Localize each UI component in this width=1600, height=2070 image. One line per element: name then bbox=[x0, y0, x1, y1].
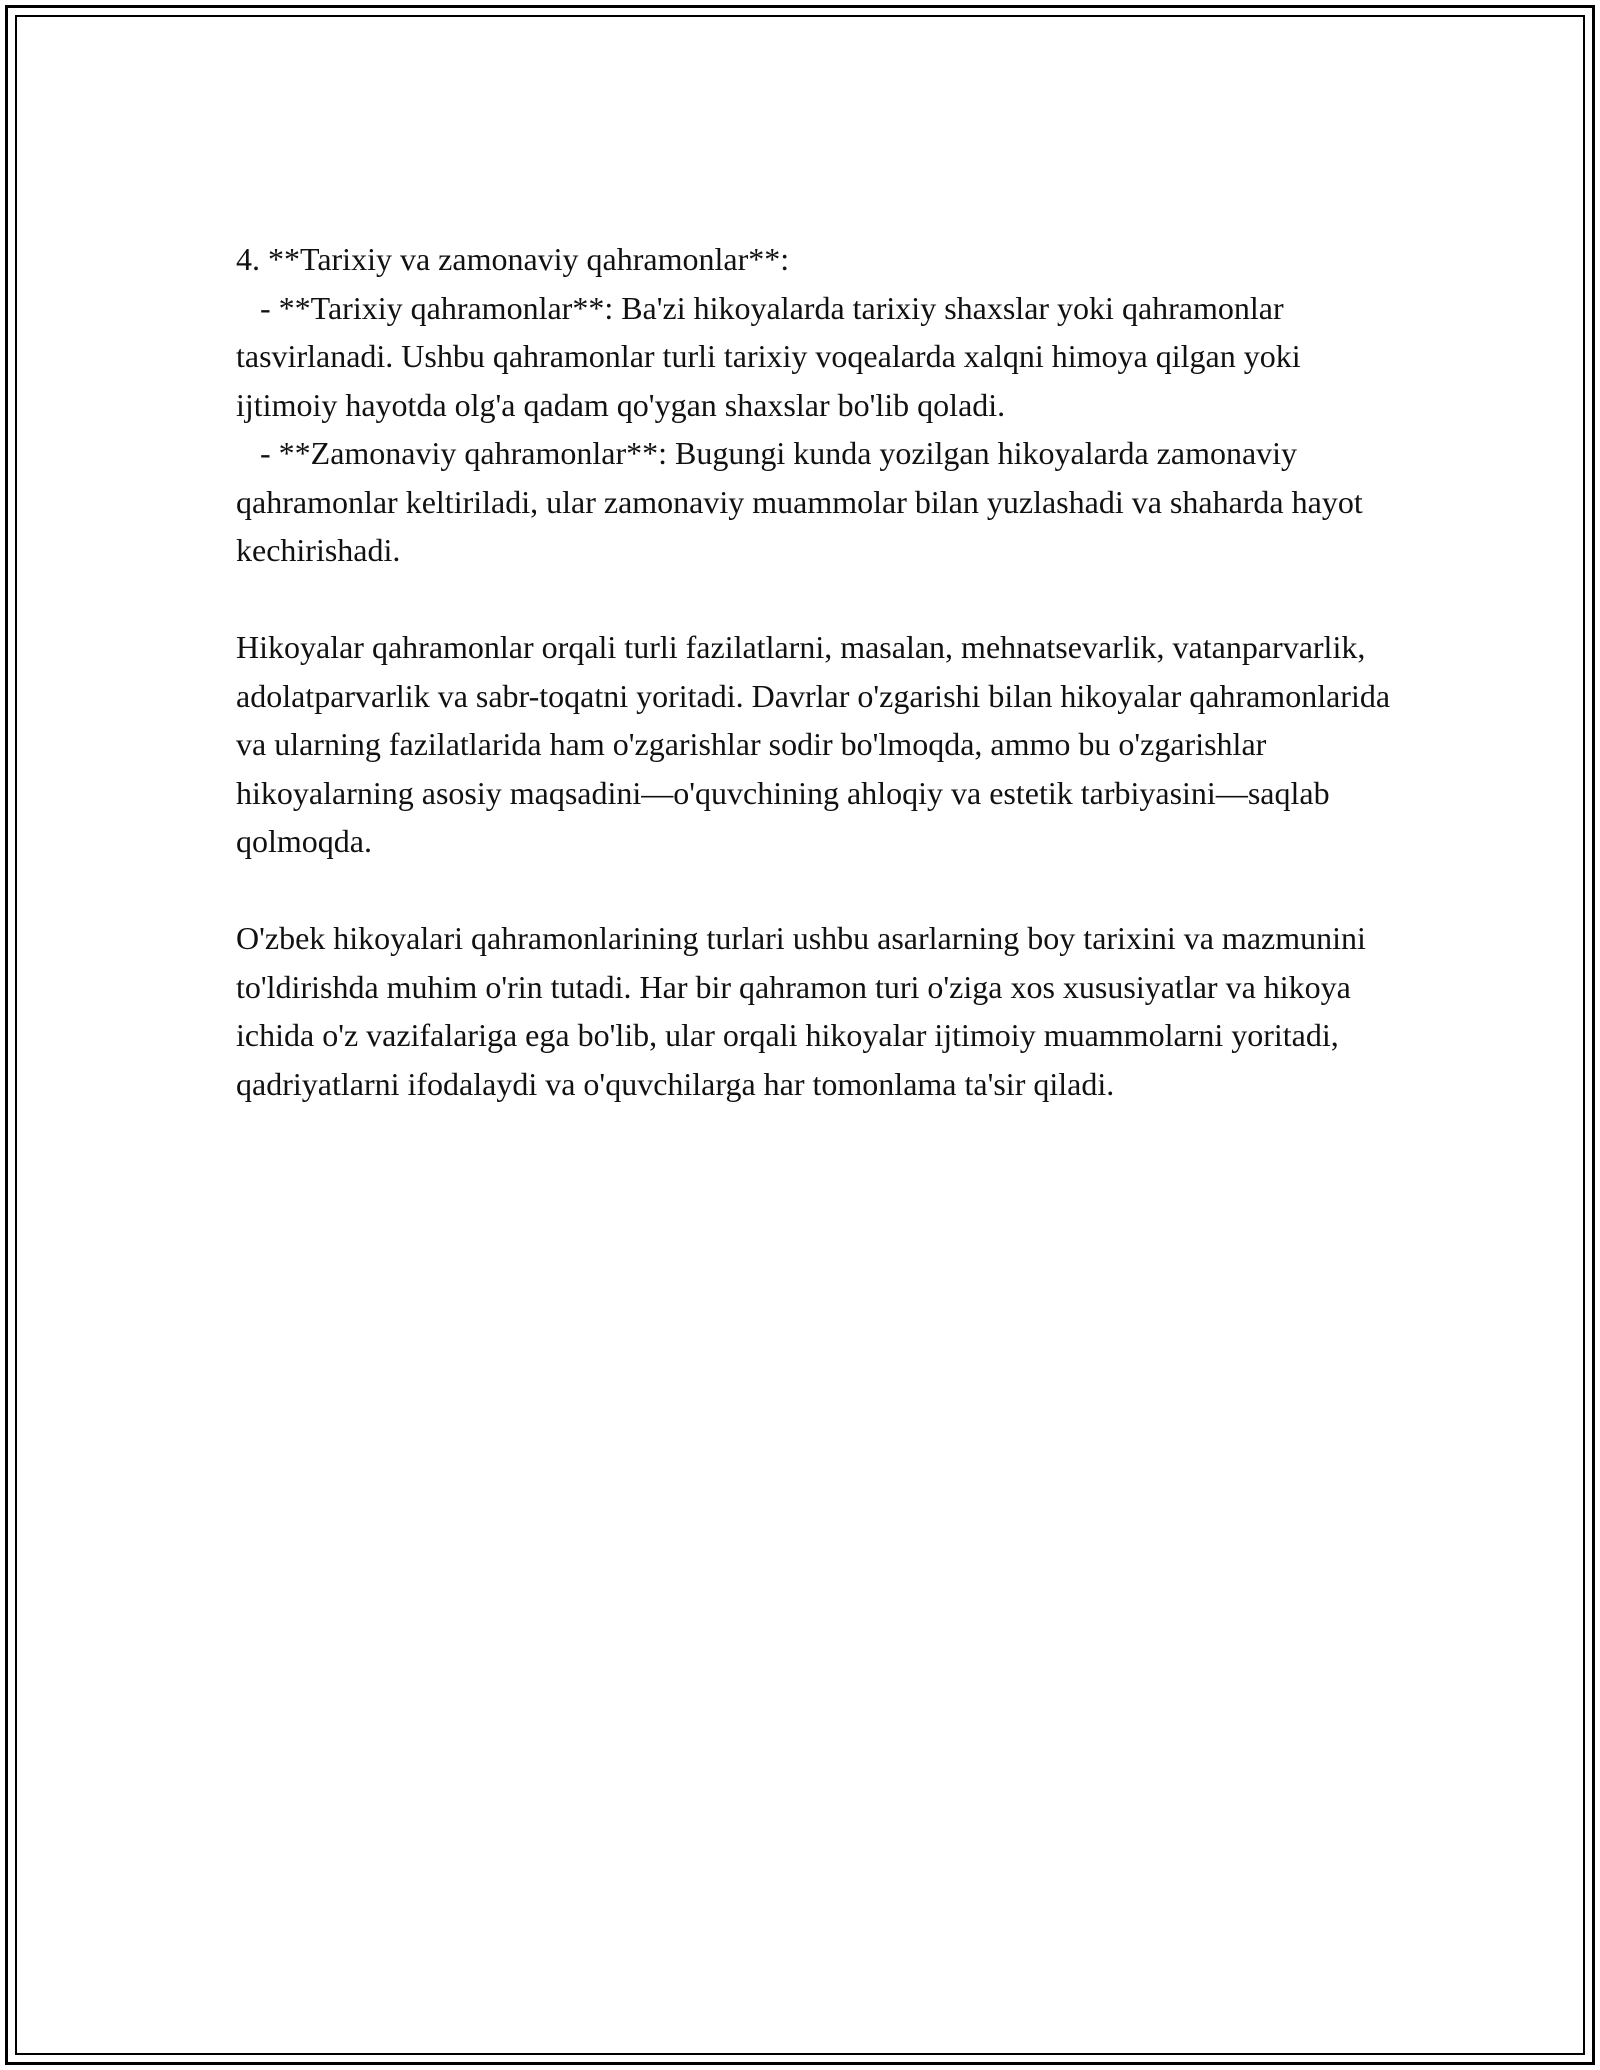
bullet-historical-heroes: - **Tarixiy qahramonlar**: Ba'zi hikoyalarda tarixiy shaxslar yoki qahramonlar tasvirlanadi. Ushbu qahramonlar turli tarixiy voqealarda xalqni himoya qilgan yoki ijtimoiy hayotda olg'a qadam qo'ygan shaxslar bo'lib qoladi. bbox=[236, 289, 1309, 423]
bullet-modern-heroes: - **Zamonaviy qahramonlar**: Bugungi kunda yozilgan hikoyalarda zamonaviy qahramonlar keltiriladi, ular zamonaviy muammolar bilan yuzlashadi va shaharda hayot kechirishadi. bbox=[236, 435, 1371, 568]
section-heading: 4. **Tarixiy va zamonaviy qahramonlar**: bbox=[236, 241, 790, 277]
document-body bbox=[236, 235, 1399, 1108]
paragraph-conclusion: O'zbek hikoyalari qahramonlarining turlari ushbu asarlarning boy tarixini va mazmunini to'ldirishda muhim o'rin tutadi. Har bir qahramon turi o'ziga xos xususiyatlar va hikoya ichida o'z vazifalariga ega bo'lib, ular orqali hikoyalar ijtimoiy muammolarni yoritadi, qadriyatlarni ifodalaydi va o'quvchilarga har tomonlama ta'sir qiladi. bbox=[236, 920, 1374, 1102]
paragraph-virtues: Hikoyalar qahramonlar orqali turli fazilatlarni, masalan, mehnatsevarlik, vatanparvarlik, adolatparvarlik va sabr-toqatni yoritadi. Davrlar o'zgarishi bilan hikoyalar qahramonlarida va ularning fazilatlarida ham o'zgarishlar sodir bo'lmoqda, ammo bu o'zgarishlar hikoyalarning asosiy maqsadini—o'quvchining ahloqiy va estetik tarbiyasini—saqlab qolmoqda. bbox=[236, 629, 1399, 859]
